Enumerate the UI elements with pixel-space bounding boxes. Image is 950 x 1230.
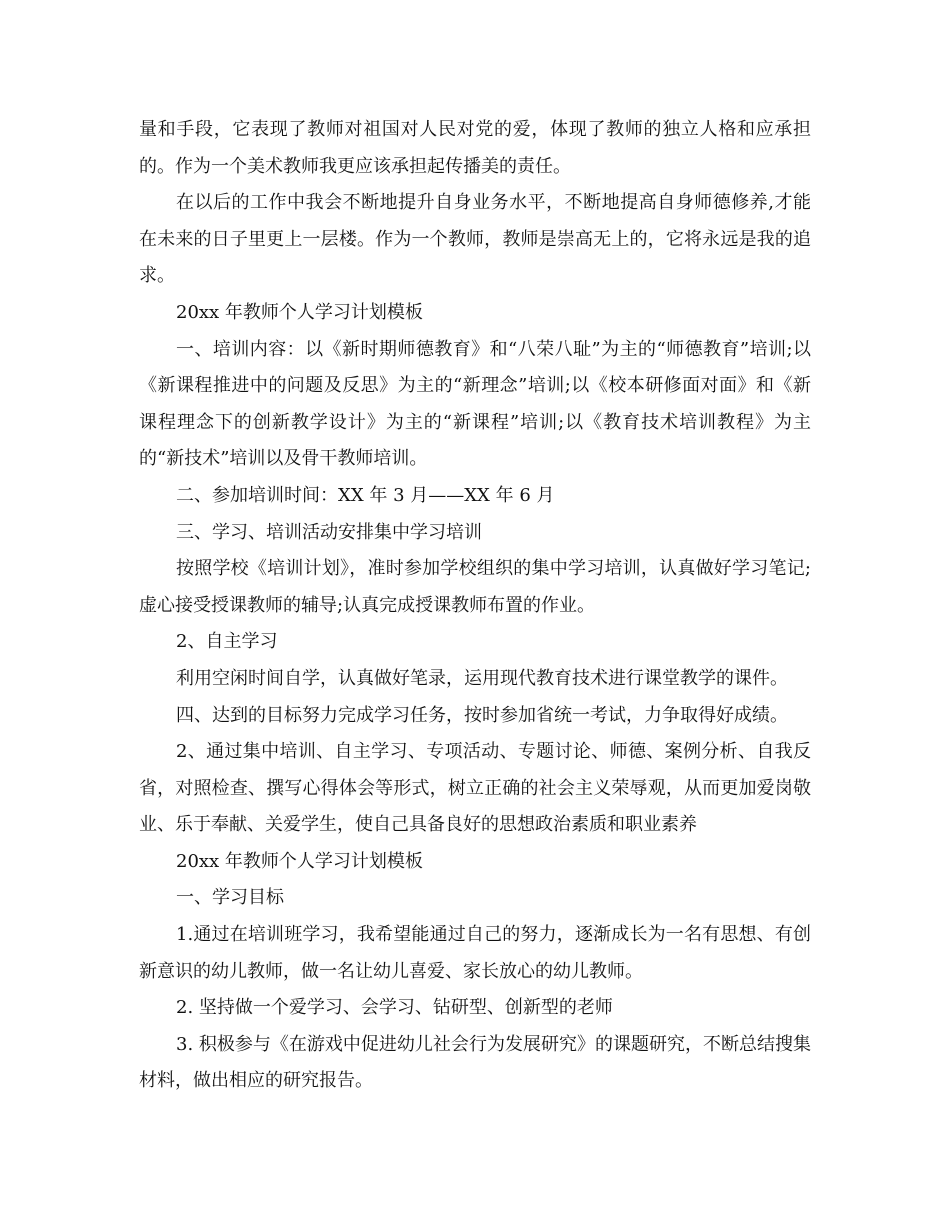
paragraph: 2. 坚持做一个爱学习、会学习、钻研型、创新型的老师 [176,997,613,1019]
paragraph: 在以后的工作中我会不断地提升自身业务水平，不断地提高自身师德修养,才能在未来的日子里更上一层楼。作为一个教师，教师是崇高无上的，它将永远是我的追求。 [139,192,811,287]
section-heading: 20xx 年教师个人学习计划模板 [176,850,423,872]
paragraph: 3. 积极参与《在游戏中促进幼儿社会行为发展研究》的课题研究，不断总结搜集材料，做出相应的研究报告。 [139,1033,811,1092]
paragraph: 2、通过集中培训、自主学习、专项活动、专题讨论、师德、案例分析、自我反省，对照检查、撰写心得体会等形式，树立正确的社会主义荣辱观，从而更加爱岗敬业、乐于奉献、关爱学生，使自己具备良好的思想政治素质和职业素养 [139,741,811,836]
paragraph: 三、学习、培训活动安排集中学习培训 [176,521,482,543]
paragraph: 四、达到的目标努力完成学习任务，按时参加省统一考试，力争取得好成绩。 [176,704,788,726]
paragraph: 利用空闲时间自学，认真做好笔录，运用现代教育技术进行课堂教学的课件。 [176,667,788,689]
paragraph: 1.通过在培训班学习，我希望能通过自己的努力，逐渐成长为一名有思想、有创新意识的幼儿教师，做一名让幼儿喜爱、家长放心的幼儿教师。 [139,924,811,982]
paragraph: 量和手段，它表现了教师对祖国对人民对党的爱，体现了教师的独立人格和应承担的。作为一个美术教师我更应该承担起传播美的责任。 [139,119,811,177]
paragraph: 二、参加培训时间：XX 年 3 月——XX 年 6 月 [176,484,555,506]
paragraph: 一、培训内容：以《新时期师德教育》和“八荣八耻”为主的“师德教育”培训;以《新课程推进中的问题及反思》为主的“新理念”培训;以《校本研修面对面》和《新课程理念下的创新教学设计》为主的“新课程”培训;以《教育技术培训教程》为主的“新技术”培训以及骨干教师培训。 [139,338,811,470]
paragraph: 2、自主学习 [176,631,278,653]
document-body [139,112,811,1100]
section-heading: 20xx 年教师个人学习计划模板 [176,301,423,323]
paragraph: 按照学校《培训计划》，准时参加学校组织的集中学习培训，认真做好学习笔记;虚心接受授课教师的辅导;认真完成授课教师布置的作业。 [139,558,811,616]
paragraph: 一、学习目标 [176,887,284,909]
